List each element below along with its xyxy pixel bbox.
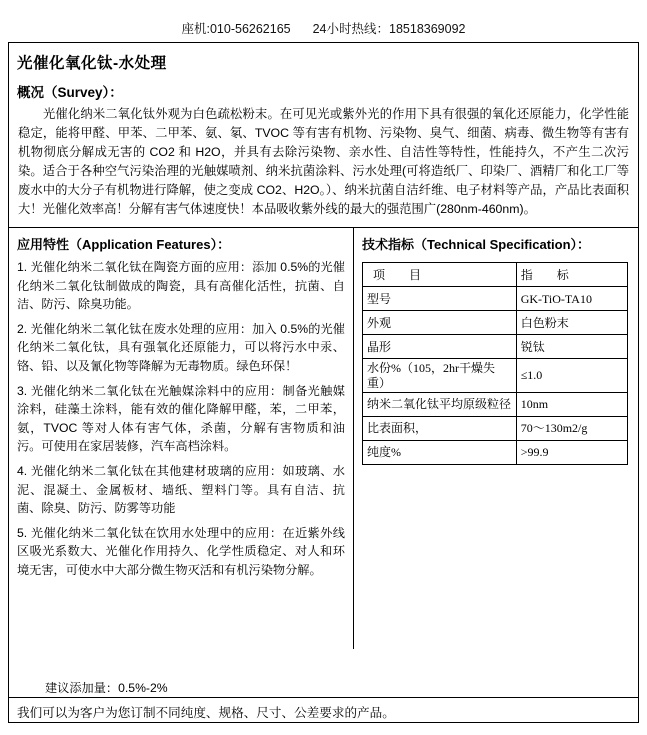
list-item: 5. 光催化纳米二氧化钛在饮用水处理中的应用：在近紫外线区吸光系数大、光催化作用持久、化学性质稳定、对人和环境无害，可使水中大部分微生物灭活和有机污染物分解。 — [17, 526, 345, 577]
table-cell-item: 型号 — [363, 287, 517, 311]
table-cell-value: ≤1.0 — [516, 359, 627, 393]
product-datasheet — [8, 42, 639, 723]
table-row — [363, 393, 628, 417]
list-item: 2. 光催化纳米二氧化钛在废水处理的应用：加入 0.5%的光催化纳米二氧化钛，具有强氧化还原能力，可以将污水中汞、铬、铅、以及氰化物等降解为无毒物质。绿色环保！ — [17, 322, 345, 373]
phone-number: 座机:010-56262165 — [181, 22, 291, 36]
table-row — [363, 263, 628, 287]
table-cell-item: 比表面积， — [363, 417, 517, 441]
table-cell-item: 外观 — [363, 311, 517, 335]
table-cell-item: 纯度% — [363, 441, 517, 465]
hotline-number: 24小时热线：18518369092 — [312, 22, 466, 36]
table-row — [363, 417, 628, 441]
survey-heading: 概况（Survey）： — [17, 85, 123, 100]
table-row — [363, 287, 628, 311]
table-cell-item: 水份%（105，2hr干燥失重） — [363, 359, 517, 393]
recommended-dosage: 建议添加量：0.5%-2% — [45, 681, 168, 695]
spec-table — [362, 262, 628, 465]
contact-header — [0, 0, 647, 42]
list-item: 4. 光催化纳米二氧化钛在其他建材玻璃的应用：如玻璃、水泥、混凝土、金属板材、墙纸、塑料门等。具有自洁、抗菌、除臭、防污、防雾等功能 — [17, 464, 345, 515]
table-cell-value: >99.9 — [516, 441, 627, 465]
spec-heading: 技术指标（Technical Specification）： — [362, 237, 591, 253]
survey-text: 光催化纳米二氧化钛外观为白色疏松粉末。在可见光或紫外光的作用下具有很强的氧化还原能力，化学性能稳定，能将甲醛、甲苯、二甲苯、氨、氡、TVOC 等有害有机物、污染物、臭气、细菌、病毒、微生物等有害有机物彻底分解成无害的 CO2 和 H2O，并具有去除污染物、亲水性、自洁性等特性，性能持久，不产生二次污染。适合于各种空气污染治理的光触媒喷剂、纳米抗菌涂料、污水处理(可将造纸厂、印染厂、酒精厂和化工厂等废水中的大分子有机物进行降解，使之变成 CO2、H2O。）、纳米抗菌自洁纤维、电子材料等产品，产品比表面积大！光催化效率高！分解有害气体速度快！本品吸收紫外线的最大的强范围广(280nm-460nm)。 — [18, 107, 629, 217]
technical-specification-column — [354, 228, 638, 649]
table-cell-item: 纳米二氧化钛平均原级粒径 — [363, 393, 517, 417]
table-row — [363, 335, 628, 359]
list-item: 1. 光催化纳米二氧化钛在陶瓷方面的应用：添加 0.5%的光催化纳米二氧化钛制做成的陶瓷，具有高催化活性，抗菌、自洁、防污、除臭功能。 — [17, 260, 345, 311]
features-list — [9, 258, 353, 579]
table-row — [363, 311, 628, 335]
footer-note: 我们可以为客户为您订制不同纯度、规格、尺寸、公差要求的产品。 — [9, 697, 638, 722]
table-cell-item: 晶形 — [363, 335, 517, 359]
list-item: 3. 光催化纳米二氧化钛在光触媒涂料中的应用：制备光触媒涂料，硅藻土涂料，能有效的催化降解甲醛，苯，二甲苯，氨，TVOC 等对人体有害气体，杀菌，分解有害物质和油污。可使用在家居装修，汽车高档涂料。 — [17, 384, 345, 453]
table-header-value: 指 标 — [516, 263, 627, 287]
table-header-item: 项 目 — [363, 263, 517, 287]
table-row — [363, 359, 628, 393]
table-cell-value: 锐钛 — [516, 335, 627, 359]
two-column-area — [9, 228, 638, 649]
table-cell-value: GK-TiO-TA10 — [516, 287, 627, 311]
features-heading: 应用特性（Application Features）： — [17, 237, 231, 253]
table-cell-value: 白色粉末 — [516, 311, 627, 335]
table-cell-value: 70～130m2/g — [516, 417, 627, 441]
application-features-column — [9, 228, 354, 649]
table-cell-value: 10nm — [516, 393, 627, 417]
table-row — [363, 441, 628, 465]
page-title: 光催化氧化钛-水处理 — [17, 55, 167, 72]
spec-table-wrapper — [354, 258, 638, 465]
